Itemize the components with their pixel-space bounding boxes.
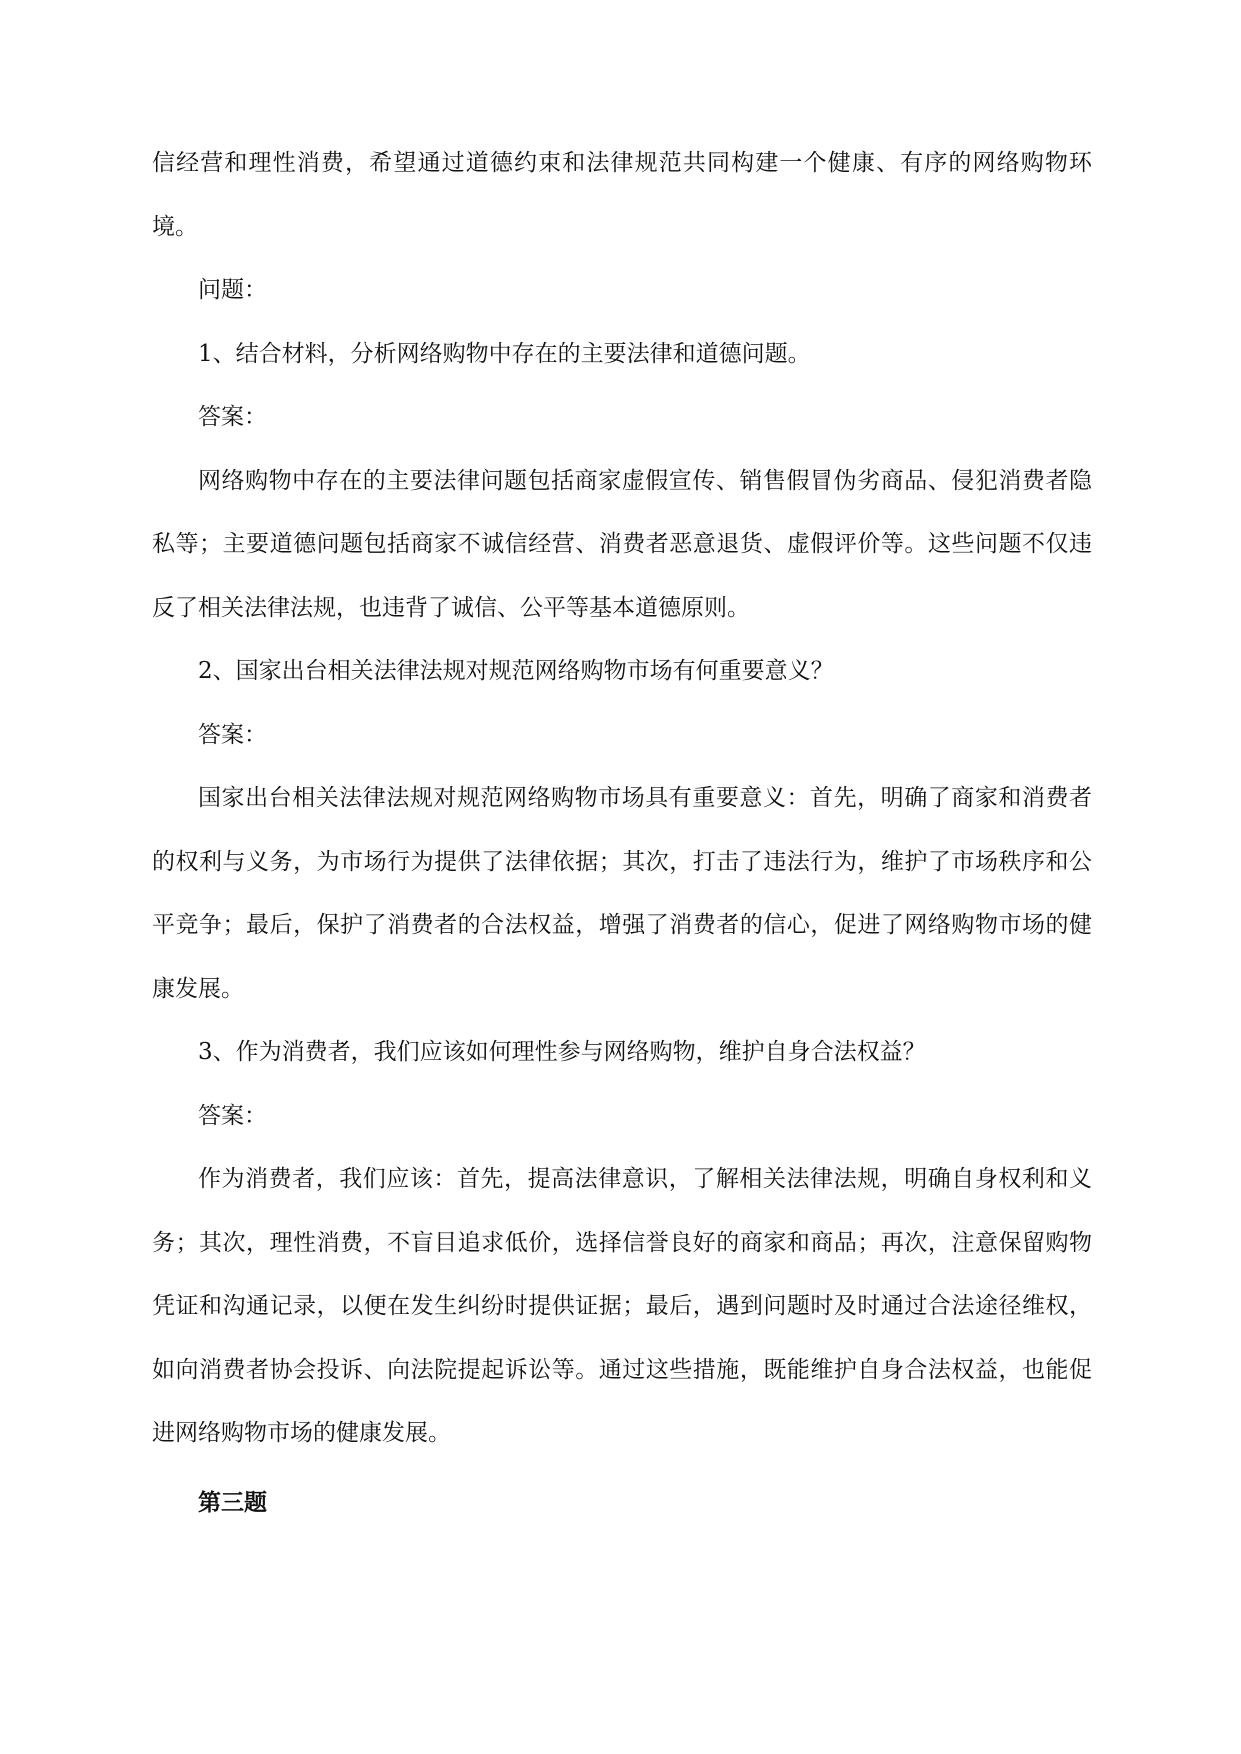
answer-1-label: 答案： [198,404,267,430]
intro-continuation-paragraph: 信经营和理性消费，希望通过道德约束和法律规范共同构建一个健康、有序的网络购物环境。 [152,150,1092,240]
answer-3-paragraph: 作为消费者，我们应该：首先，提高法律意识，了解相关法律法规，明确自身权利和义务；其次，理性消费，不盲目追求低价，选择信誉良好的商家和商品；再次，注意保留购物凭证和沟通记录，以便在发生纠纷时提供证据；最后，遇到问题时及时通过合法途径维权，如向消费者协会投诉、向法院提起诉讼等。通过这些措施，既能维护自身合法权益，也能促进网络购物市场的健康发展。 [152,1166,1092,1446]
questions-label: 问题： [198,277,267,303]
document-page [152,132,1092,1535]
answer-3-label: 答案： [198,1102,267,1129]
question-2: 2、国家出台相关法律法规对规范网络购物市场有何重要意义？ [198,658,834,684]
question-1: 1、结合材料，分析网络购物中存在的主要法律和道德问题。 [198,340,811,367]
section-heading: 第三题 [198,1489,267,1516]
answer-2-label: 答案： [198,721,267,748]
answer-2-paragraph: 国家出台相关法律法规对规范网络购物市场具有重要意义：首先，明确了商家和消费者的权利与义务，为市场行为提供了法律依据；其次，打击了违法行为，维护了市场秩序和公平竞争；最后，保护了消费者的合法权益，增强了消费者的信心，促进了网络购物市场的健康发展。 [152,785,1092,1002]
question-3: 3、作为消费者，我们应该如何理性参与网络购物，维护自身合法权益？ [198,1039,926,1065]
answer-1-paragraph: 网络购物中存在的主要法律问题包括商家虚假宣传、销售假冒伪劣商品、侵犯消费者隐私等；主要道德问题包括商家不诚信经营、消费者恶意退货、虚假评价等。这些问题不仅违反了相关法律法规，也违背了诚信、公平等基本道德原则。 [152,467,1092,621]
